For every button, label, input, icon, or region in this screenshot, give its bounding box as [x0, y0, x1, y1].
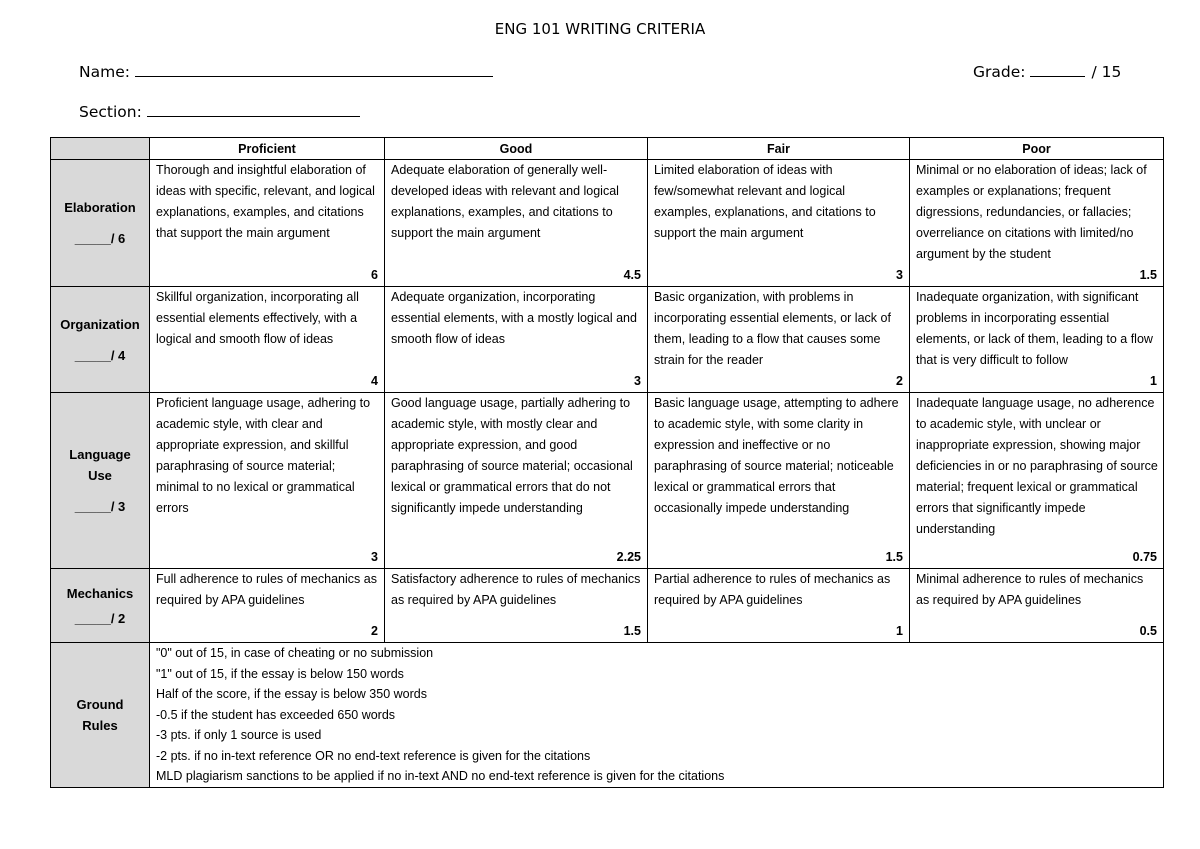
row-language-use	[51, 393, 1164, 569]
name-blank-line[interactable]	[135, 60, 493, 77]
cell-score: 1	[896, 624, 903, 638]
corner-cell	[51, 138, 150, 160]
criterion-max-score: _____/ 3	[74, 499, 126, 514]
col-header-good: Good	[385, 138, 648, 160]
cell-score: 1.5	[1139, 268, 1157, 282]
cell-elaboration-proficient	[150, 160, 385, 287]
cell-description: Partial adherence to rules of mechanics as required by APA guidelines	[654, 572, 891, 607]
grade-label: Grade:	[973, 63, 1026, 81]
cell-language-use-good	[385, 393, 648, 569]
cell-description: Inadequate organization, with significant problems in incorporating essential elements, or lack of them, leading to a flow that is very difficult to follow	[916, 290, 1153, 367]
ground-rule-item: "0" out of 15, in case of cheating or no submission	[156, 646, 434, 660]
cell-organization-fair	[648, 287, 910, 393]
cell-organization-proficient	[150, 287, 385, 393]
cell-description: Limited elaboration of ideas with few/somewhat relevant and logical examples, explanations, and citations to support the main argument	[654, 163, 876, 240]
ground-rules-list	[150, 643, 1164, 788]
cell-organization-poor	[910, 287, 1164, 393]
grade-field[interactable]	[973, 60, 1121, 81]
cell-elaboration-poor	[910, 160, 1164, 287]
ground-rules-label: Ground Rules	[76, 696, 124, 733]
section-field[interactable]	[79, 100, 360, 121]
cell-elaboration-fair	[648, 160, 910, 287]
criterion-label: Organization	[60, 316, 140, 332]
ground-rule-item: -3 pts. if only 1 source is used	[156, 728, 322, 742]
row-elaboration	[51, 160, 1164, 287]
grade-blank-line[interactable]	[1030, 60, 1085, 77]
criterion-label: Language Use	[69, 447, 131, 483]
cell-score: 1	[1150, 374, 1157, 388]
ground-rule-item: "1" out of 15, if the essay is below 150 words	[156, 666, 404, 681]
row-header-language-use	[51, 393, 150, 569]
cell-description: Minimal or no elaboration of ideas; lack of examples or explanations; frequent digressions, redundancies, or fallacies; overreliance on citations with limited/no argument by the student	[916, 163, 1147, 261]
cell-elaboration-good	[385, 160, 648, 287]
cell-score: 3	[634, 374, 641, 388]
section-label: Section:	[79, 103, 142, 121]
cell-language-use-fair	[648, 393, 910, 569]
row-header-organization	[51, 287, 150, 393]
ground-rule-item: MLD plagiarism sanctions to be applied if no in-text AND no end-text reference is given for the citations	[156, 769, 725, 783]
header-row	[51, 138, 1164, 160]
cell-description: Basic language usage, attempting to adhere to academic style, with some clarity in expression and ineffective or no paraphrasing of source material; noticeable lexical or grammatical errors that occasionally impede understanding	[654, 396, 899, 515]
row-mechanics	[51, 569, 1164, 643]
cell-score: 2	[371, 624, 378, 638]
ground-rule-item: -0.5 if the student has exceeded 650 words	[156, 707, 396, 722]
criterion-label: Mechanics	[66, 585, 134, 601]
col-header-fair: Fair	[648, 138, 910, 160]
grade-total: / 15	[1091, 63, 1122, 81]
name-label: Name:	[79, 63, 130, 81]
row-header-ground-rules	[51, 643, 150, 788]
row-header-elaboration	[51, 160, 150, 287]
criterion-label: Elaboration	[64, 200, 136, 215]
col-header-proficient: Proficient	[150, 138, 385, 160]
cell-description: Proficient language usage, adhering to academic style, with clear and appropriate expression, and skillful paraphrasing of source material; minimal to no lexical or grammatical errors	[156, 396, 371, 515]
cell-description: Adequate elaboration of generally well-developed ideas with relevant and logical explanations, examples, and citations to support the main argument	[391, 163, 619, 240]
name-field[interactable]	[79, 60, 493, 81]
cell-description: Inadequate language usage, no adherence to academic style, with unclear or inappropriate expression, showing major deficiencies in or no paraphrasing of source material; frequent lexical or grammatical errors that significantly impede understanding	[916, 396, 1158, 536]
cell-score: 6	[371, 268, 378, 282]
cell-score: 2	[896, 374, 903, 388]
section-blank-line[interactable]	[147, 100, 360, 117]
cell-mechanics-good	[385, 569, 648, 643]
cell-score: 3	[896, 268, 903, 282]
cell-language-use-proficient	[150, 393, 385, 569]
cell-score: 1.5	[623, 624, 641, 638]
cell-description: Full adherence to rules of mechanics as required by APA guidelines	[156, 572, 377, 607]
rubric-table	[50, 137, 1164, 788]
criterion-max-score: _____/ 6	[74, 231, 126, 246]
col-header-poor: Poor	[910, 138, 1164, 160]
criterion-max-score: _____/ 4	[74, 347, 126, 363]
row-organization	[51, 287, 1164, 393]
cell-score: 0.75	[1132, 550, 1157, 564]
cell-score: 1.5	[885, 550, 903, 564]
ground-rule-item: -2 pts. if no in-text reference OR no end-text reference is given for the citations	[156, 748, 591, 763]
cell-score: 4	[371, 374, 378, 388]
row-ground-rules	[51, 643, 1164, 788]
cell-score: 0.5	[1139, 624, 1157, 638]
cell-description: Thorough and insightful elaboration of ideas with specific, relevant, and logical explanations, examples, and citations that support the main argument	[156, 163, 375, 240]
cell-description: Satisfactory adherence to rules of mechanics as required by APA guidelines	[391, 572, 641, 607]
page-title: ENG 101 WRITING CRITERIA	[494, 20, 706, 38]
cell-description: Skillful organization, incorporating all essential elements effectively, with a logical and smooth flow of ideas	[156, 290, 359, 346]
row-header-mechanics	[51, 569, 150, 643]
criterion-max-score: _____/ 2	[74, 610, 126, 626]
cell-mechanics-proficient	[150, 569, 385, 643]
cell-language-use-poor	[910, 393, 1164, 569]
cell-score: 4.5	[623, 268, 641, 282]
cell-score: 2.25	[616, 550, 641, 564]
cell-description: Basic organization, with problems in incorporating essential elements, or lack of them, leading to a flow that causes some strain for the reader	[654, 290, 891, 367]
cell-mechanics-fair	[648, 569, 910, 643]
ground-rule-item: Half of the score, if the essay is below 350 words	[156, 687, 427, 701]
cell-mechanics-poor	[910, 569, 1164, 643]
cell-description: Minimal adherence to rules of mechanics as required by APA guidelines	[916, 572, 1144, 607]
cell-description: Good language usage, partially adhering to academic style, with mostly clear and appropriate expression, and good paraphrasing of source material; occasional lexical or grammatical errors that do not significantly impede understanding	[391, 396, 633, 515]
cell-organization-good	[385, 287, 648, 393]
cell-score: 3	[371, 550, 378, 564]
cell-description: Adequate organization, incorporating essential elements, with a mostly logical and smooth flow of ideas	[391, 290, 637, 346]
